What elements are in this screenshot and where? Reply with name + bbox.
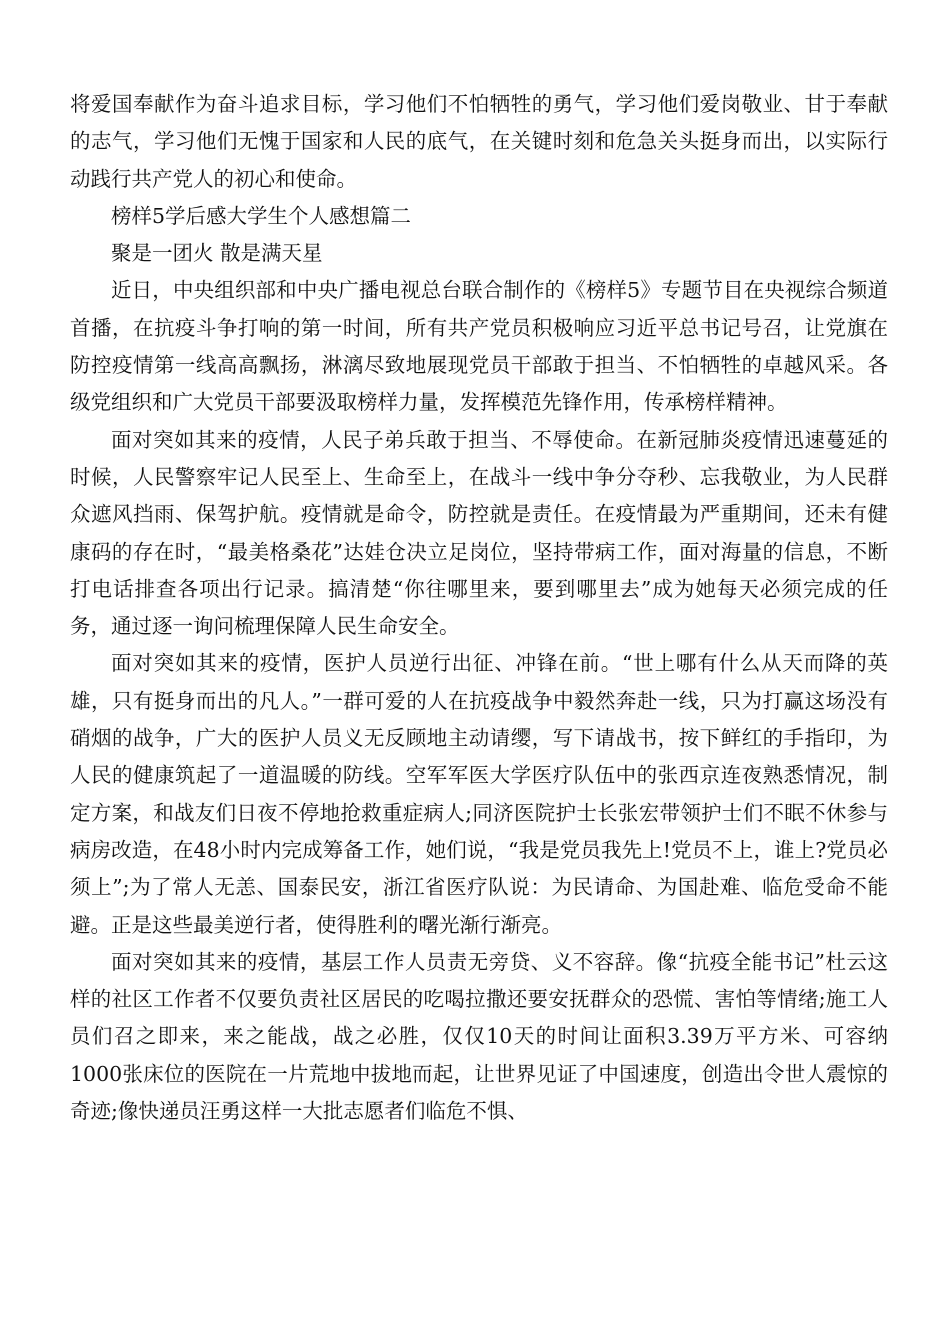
- paragraph-intro: 近日，中央组织部和中央广播电视总台联合制作的《榜样5》专题节目在央视综合频道首播，在抗疫斗争打响的第一时间，所有共产党员积极响应习近平总书记号召，让党旗在防控疫情第一线高高飘扬，淋漓尽致地展现党员干部敢于担当、不怕牺牲的卓越风采。各级党组织和广大党员干部要汲取榜样力量，发挥模范先锋作用，传承榜样精神。: [70, 278, 888, 415]
- paragraph-grassroots: 面对突如其来的疫情，基层工作人员责无旁贷、义不容辞。像“抗疫全能书记”杜云这样的社区工作者不仅要负责社区居民的吃喝拉撒还要安抚群众的恐慌、害怕等情绪;施工人员们召之即来，来之能战，战之必胜，仅仅10天的时间让面积3.39万平方米、可容纳1000张床位的医院在一片荒地中拔地而起，让世界见证了中国速度，创造出令世人震惊的奇迹;像快递员汪勇这样一大批志愿者们临危不惧、: [70, 949, 888, 1124]
- section-title: 榜样5学后感大学生个人感想篇二: [111, 203, 412, 228]
- section-subtitle: 聚是一团火 散是满天星: [111, 241, 323, 266]
- paragraph-police: 面对突如其来的疫情，人民子弟兵敢于担当、不辱使命。在新冠肺炎疫情迅速蔓延的时候，人民警察牢记人民至上、生命至上，在战斗一线中争分夺秒、忘我敬业，为人民群众遮风挡雨、保驾护航。疫情就是命令，防控就是责任。在疫情最为严重期间，还未有健康码的存在时，“最美格桑花”达娃仓决立足岗位，坚持带病工作，面对海量的信息，不断打电话排查各项出行记录。搞清楚“你往哪里来，要到哪里去”成为她每天必须完成的任务，通过逐一询问梳理保障人民生命安全。: [70, 427, 888, 639]
- document-page: [70, 86, 888, 1130]
- paragraph-continuation: 将爱国奉献作为奋斗追求目标，学习他们不怕牺牲的勇气，学习他们爱岗敬业、甘于奉献的志气，学习他们无愧于国家和人民的底气，在关键时刻和危急关头挺身而出，以实际行动践行共产党人的初心和使命。: [70, 92, 888, 191]
- paragraph-medical: 面对突如其来的疫情，医护人员逆行出征、冲锋在前。“世上哪有什么从天而降的英雄，只有挺身而出的凡人。”一群可爱的人在抗疫战争中毅然奔赴一线，只为打赢这场没有硝烟的战争，广大的医护人员义无反顾地主动请缨，写下请战书，按下鲜红的手指印，为人民的健康筑起了一道温暖的防线。空军军医大学医疗队伍中的张西京连夜熟悉情况，制定方案，和战友们日夜不停地抢救重症病人;同济医院护士长张宏带领护士们不眠不休参与病房改造，在48小时内完成筹备工作，她们说，“我是党员我先上!党员不上，谁上?党员必须上”;为了常人无恙、国泰民安，浙江省医疗队说：为民请命、为国赴难、临危受命不能避。正是这些最美逆行者，使得胜利的曙光渐行渐亮。: [70, 651, 888, 937]
